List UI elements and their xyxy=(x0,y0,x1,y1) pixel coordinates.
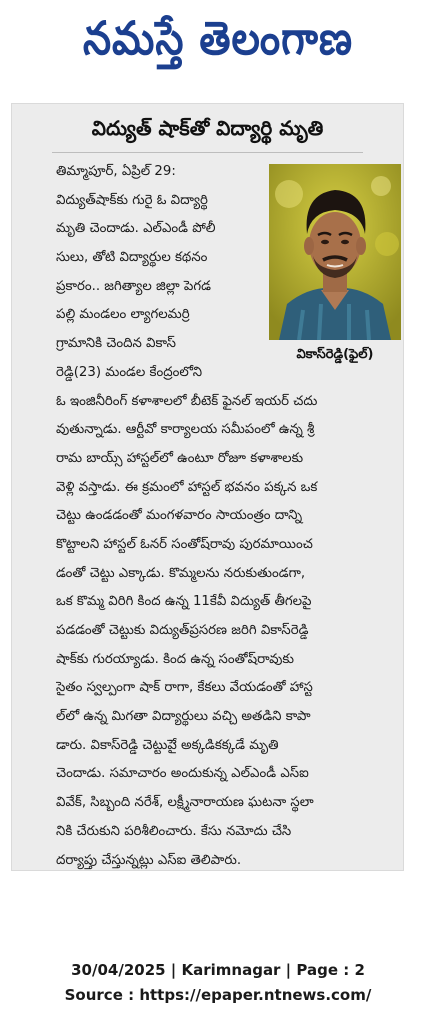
footer-source: Source : https://epaper.ntnews.com/ xyxy=(64,986,372,1004)
body-line: డారు. వికాస్‌రెడ్డి చెట్టుపైే అక్కడికక్కడే మృతి xyxy=(56,737,279,753)
body-line: పల్లి మండలం ల్యాగలమర్రి xyxy=(56,307,190,323)
body-line: ల్‌లో ఉన్న మిగతా విద్యార్థులు వచ్చి అతడిని కాపా xyxy=(56,709,311,725)
article-body xyxy=(56,158,400,875)
body-line: కొట్టాలని హాస్టల్ ఓనర్ సంతోష్‌రావు పురమాయించ xyxy=(56,536,313,552)
headline-divider xyxy=(52,152,363,153)
body-line: సైతం స్వల్పంగా షాక్ రాగా, కేకలు వేయడంతో హాస్ట xyxy=(56,680,313,696)
masthead xyxy=(0,0,436,90)
body-line: ఒక కొమ్మ విరిగి కింద ఉన్న 11కేవీ విద్యుత్ తీగలపై xyxy=(56,594,312,610)
body-line: షాక్‌కు గురయ్యాడు. కింద ఉన్న సంతోష్‌రావుకు xyxy=(56,651,294,667)
body-line: చెందాడు. సమాచారం అందుకున్న ఎల్ఎండీ ఎస్ఐ xyxy=(56,766,309,782)
footer xyxy=(0,958,436,1008)
body-line: ప్రకారం.. జగిత్యాల జిల్లా పెగడ xyxy=(56,278,211,294)
body-line: వివేక్, సిబ్బంది నరేశ్, లక్ష్మీనారాయణ ఘటనా స్థలా xyxy=(56,795,314,811)
article-clipping xyxy=(12,104,403,870)
body-line: విద్యుత్‌షాక్‌కు గురై ఓ విద్యార్థి xyxy=(56,192,208,208)
article-headline: విద్యుత్ షాక్‌తో విద్యార్థి మృతి xyxy=(91,115,324,140)
body-line: దర్యాప్తు చేస్తున్నట్లు ఎస్ఐ తెలిపారు. xyxy=(56,852,242,868)
photo-caption: వికాస్‌రెడ్డి(ఫైల్) xyxy=(296,347,374,362)
body-line: సులు, తోటి విద్యార్థుల కథనం xyxy=(56,250,208,266)
body-line: పడడంతో చెట్టుకు విద్యుత్‌ప్రసరణ జరిగి వికాస్‌రెడ్డి xyxy=(56,623,309,638)
body-line: తిమ్మాపూర్, ఏప్రిల్ 29: xyxy=(56,164,176,179)
body-line: నికి చేరుకుని పరిశీలించారు. కేసు నమోదు చేసి xyxy=(56,823,292,839)
body-line: మృతి చెందాడు. ఎల్ఎండీ పోలీ xyxy=(56,221,216,237)
body-line: వుతున్నాడు. ఆర్టీవో కార్యాలయ సమీపంలో ఉన్న శ్రీ xyxy=(56,422,315,438)
body-line: గ్రామానికి చెందిన వికాస్ xyxy=(56,336,176,352)
body-line: చెట్టు ఉండడంతో మంగళవారం సాయంత్రం దాన్ని xyxy=(56,508,303,524)
body-line: రెడ్డి(23) మండల కేంద్రంలోని xyxy=(56,364,203,380)
body-line: డంతో చెట్టు ఎక్కాడు. కొమ్మలను నరుకుతుండగా, xyxy=(56,565,306,581)
masthead-title: నమస్తే తెలంగాణ xyxy=(82,12,354,66)
body-line: రామ బాయ్స్ హాస్టల్‌లో ఉంటూ రోజూ కళాశాలకు xyxy=(56,450,304,466)
body-line: వెళ్లి వస్తాడు. ఈ క్రమంలో హాస్టల్ భవనం పక్కన ఒక xyxy=(56,479,318,495)
footer-dateline: 30/04/2025 | Karimnagar | Page : 2 xyxy=(71,961,365,979)
body-line: ఓ ఇంజినీరింగ్ కళాశాలలో బీటెక్ ఫైనల్ ఇయర్ చదు xyxy=(56,393,318,409)
